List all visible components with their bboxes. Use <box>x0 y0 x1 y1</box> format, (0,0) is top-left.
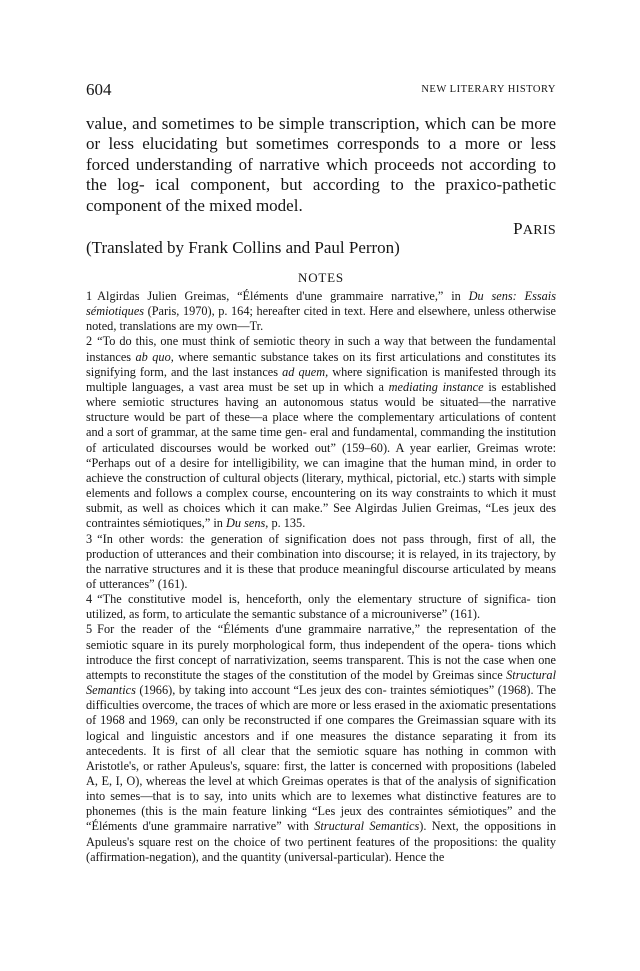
footnote-italic-text: ad quem, <box>282 364 329 379</box>
place-signoff <box>513 219 556 239</box>
signoff-initial: P <box>513 219 523 238</box>
footnote-text: where semantic substance takes on its first articulations and constitutes its signifying form, and the last instances <box>86 349 556 379</box>
footnote-italic-text: mediating instance <box>388 379 484 394</box>
footnote-text: “In other words: the generation of signification does not pass through, first of all, the production of utterances and their combination into discourse; it is relayed, in its trajectory, by the narrative structures and it is these that produce meaningful discourse articulated by means of utterances” (161). <box>86 531 556 591</box>
footnote <box>86 532 556 593</box>
footnote-number: 1 <box>86 289 93 303</box>
translator-credit: (Translated by Frank Collins and Paul Perron) <box>86 238 400 257</box>
footnote <box>86 289 556 334</box>
footnote-text: p. 135. <box>268 516 306 531</box>
footnote-italic-text: ab quo, <box>135 349 174 364</box>
footnote <box>86 622 556 865</box>
footnote-italic-text: Structural Semantics <box>314 819 420 834</box>
signoff-rest: ARIS <box>522 223 556 238</box>
footnote-text: is established where semiotic structures having an autonomous status would be situated—the narrative structure would be part of these—a place where the complementary articulations of content and a sort of grammar, at the same time gen- eral and fundamental, commanding the institution of articulated discourses would be worked out” (159–60). A year earlier, Greimas wrote: “Perhaps out of a desire for intelligibility, we can imagine that the human mind, in order to achieve the construction of cultural objects (literary, mythical, pictorial, etc.) starts with simple elements and follows a complex course, encountering on its way constraints to which it must submit, as well as choices which it can make.” See Algirdas Julien Greimas, “Les jeux des contraintes sémiotiques,” in <box>86 379 556 531</box>
running-header <box>86 80 556 100</box>
notes-list <box>86 289 556 865</box>
footnote-number: 3 <box>86 531 93 546</box>
footnote-italic-text: Du sens, <box>226 516 269 531</box>
page-number: 604 <box>86 80 112 99</box>
footnote-text: ). Next, the oppositions in Apuleus's square rest on the choice of two pertinent features of the propositions: the quality (affirmation-negation), and the quantity (universal-particular). Hence the <box>86 819 557 864</box>
footnote-italic-text: Structural Semantics <box>86 667 556 698</box>
footnote-text: “To do this, one must think of semiotic theory in such a way that between the fundamental instances <box>86 334 556 364</box>
body-paragraph: value, and sometimes to be simple transcription, which can be more or less elucidating but sometimes corresponds to a more or less forced understanding of narrative which proceeds not according to the log- ical component, but according to the praxico-pathetic component of the mixed model. <box>86 114 556 215</box>
journal-title: NEW LITERARY HISTORY <box>421 84 556 95</box>
footnote-text: For the reader of the “Éléments d'une grammaire narrative,” the representation of the semiotic square in its purely morphological form, thus independent of the opera- tions which introduce the first concept of narrativization, seems transparent. This is not the case when one attempts to reconstitute the stages of the constitution of the model by Greimas since <box>86 622 556 682</box>
footnote-number: 5 <box>86 622 93 637</box>
notes-heading: NOTES <box>298 270 344 285</box>
footnote-number: 2 <box>86 334 93 349</box>
footnote-text: (Paris, 1970), p. 164; hereafter cited in text. Here and elsewhere, unless otherwise noted, translations are my own—Tr. <box>86 304 556 334</box>
footnote-text: “The constitutive model is, henceforth, only the elementary structure of significa- tion utilized, as form, to articulate the semantic substance of a microuniverse” (161). <box>86 592 556 622</box>
footnote <box>86 592 556 622</box>
footnote-text: (1966), by taking into account “Les jeux des con- traintes sémiotiques” (1968). The difficulties overcome, the traces of which are more or less erased in the axiomatic presentations of 1968 and 1969, can only be reconstructed if one compares the Greimassian square with its logical and linguistic ancestors and if one measures the distance separating it from its antecedents. It is first of all clear that the semiotic square has nothing in common with Aristotle's, or rather Apuleus's, square: first, the latter is concerned with propositions (labeled A, E, I, O), whereas the level at which Greimas operates is that of the analysis of signification into semes—that is to say, into units which are to lexemes what distinctive features are to phonemes (this is the main feature linking “Les jeux des contraintes sémiotiques” and the “Éléments d'une grammaire narrative” with <box>86 683 556 834</box>
footnote-italic-text: Du sens: Essais sémiotiques <box>86 289 556 319</box>
footnote-number: 4 <box>86 592 93 607</box>
footnote-text: where signification is manifested through its multiple languages, a vast area must be set up in which a <box>86 364 556 394</box>
footnote <box>86 334 556 531</box>
footnote-text: Algirdas Julien Greimas, “Éléments d'une grammaire narrative,” in <box>97 289 469 303</box>
